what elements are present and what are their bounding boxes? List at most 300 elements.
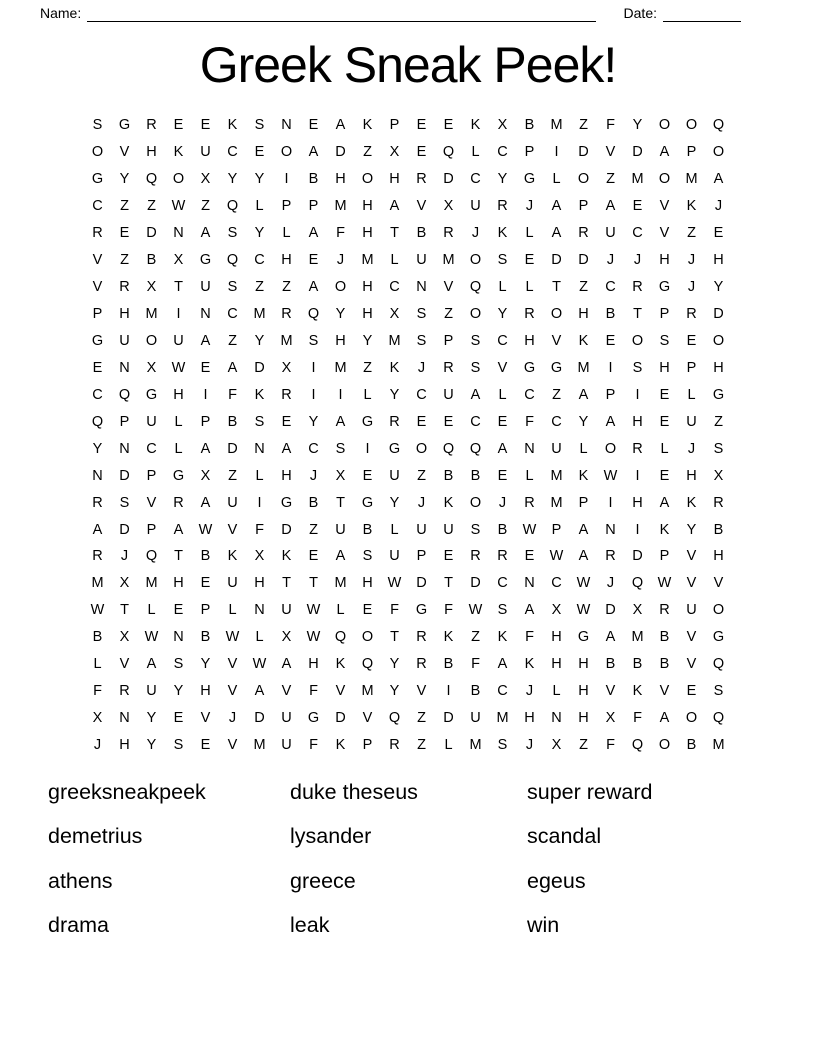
- grid-letter: J: [336, 252, 345, 269]
- grid-letter: O: [712, 602, 725, 619]
- grid-letter: P: [146, 467, 157, 484]
- grid-letter: L: [660, 440, 669, 457]
- grid-letter: J: [687, 252, 696, 269]
- grid-letter: G: [280, 494, 293, 511]
- grid-letter: A: [281, 440, 292, 457]
- grid-letter: N: [254, 602, 265, 619]
- grid-letter: R: [632, 440, 643, 457]
- grid-letter: B: [416, 225, 427, 242]
- grid-letter: M: [91, 575, 104, 592]
- grid-letter: M: [685, 171, 698, 188]
- grid-letter: S: [713, 683, 724, 700]
- grid-letter: H: [281, 252, 292, 269]
- grid-letter: B: [200, 629, 211, 646]
- grid-letter: E: [173, 602, 184, 619]
- grid-letter: T: [120, 602, 129, 619]
- grid-letter: C: [497, 332, 508, 349]
- grid-letter: S: [254, 117, 265, 134]
- grid-letter: A: [497, 656, 508, 673]
- grid-letter: S: [227, 279, 238, 296]
- grid-letter: D: [551, 252, 562, 269]
- grid-letter: J: [525, 683, 534, 700]
- grid-letter: Y: [146, 710, 157, 727]
- grid-letter: O: [658, 737, 671, 754]
- grid-letter: Y: [578, 413, 589, 430]
- grid-letter: A: [578, 386, 589, 403]
- grid-letter: V: [686, 575, 697, 592]
- grid-letter: L: [525, 467, 534, 484]
- grid-letter: P: [524, 144, 535, 161]
- grid-letter: P: [200, 413, 211, 430]
- grid-letter: E: [308, 252, 319, 269]
- grid-letter: E: [362, 467, 373, 484]
- grid-letter: D: [713, 306, 724, 323]
- grid-letter: C: [308, 440, 319, 457]
- grid-letter: A: [524, 602, 535, 619]
- word-list-item: greece: [290, 868, 356, 893]
- grid-letter: F: [309, 737, 318, 754]
- grid-letter: O: [91, 144, 104, 161]
- grid-letter: N: [605, 521, 616, 538]
- grid-letter: E: [524, 252, 535, 269]
- grid-letter: H: [686, 467, 697, 484]
- grid-letter: P: [308, 198, 319, 215]
- grid-letter: Y: [254, 332, 265, 349]
- grid-letter: A: [173, 521, 184, 538]
- grid-letter: K: [335, 656, 346, 673]
- grid-letter: K: [524, 656, 535, 673]
- grid-letter: I: [365, 440, 370, 457]
- grid-letter: G: [523, 359, 536, 376]
- grid-letter: V: [362, 710, 373, 727]
- grid-letter: B: [605, 656, 616, 673]
- grid-letter: R: [686, 306, 697, 323]
- grid-letter: H: [362, 575, 373, 592]
- grid-letter: I: [446, 683, 451, 700]
- grid-letter: D: [119, 521, 130, 538]
- grid-letter: Q: [442, 144, 455, 161]
- grid-letter: B: [227, 413, 238, 430]
- grid-letter: K: [335, 737, 346, 754]
- grid-letter: R: [416, 629, 427, 646]
- grid-letter: R: [281, 386, 292, 403]
- grid-letter: M: [361, 683, 374, 700]
- grid-letter: K: [686, 198, 697, 215]
- grid-letter: X: [497, 117, 508, 134]
- grid-letter: D: [254, 710, 265, 727]
- grid-letter: I: [608, 359, 613, 376]
- grid-letter: B: [605, 306, 616, 323]
- grid-letter: Z: [687, 225, 696, 242]
- grid-letter: U: [227, 494, 238, 511]
- grid-letter: M: [550, 494, 563, 511]
- grid-letter: B: [92, 629, 103, 646]
- grid-letter: O: [685, 710, 698, 727]
- grid-letter: W: [306, 602, 321, 619]
- grid-letter: N: [119, 359, 130, 376]
- grid-letter: Q: [712, 656, 725, 673]
- grid-letter: Y: [119, 171, 130, 188]
- grid-letter: Z: [471, 629, 480, 646]
- grid-letter: C: [227, 306, 238, 323]
- grid-letter: G: [172, 467, 185, 484]
- grid-letter: S: [659, 332, 670, 349]
- grid-letter: Y: [389, 656, 400, 673]
- grid-letter: Y: [389, 386, 400, 403]
- grid-letter: W: [225, 629, 240, 646]
- grid-letter: W: [252, 656, 267, 673]
- grid-letter: W: [603, 467, 618, 484]
- grid-letter: Z: [579, 279, 588, 296]
- grid-letter: W: [171, 359, 186, 376]
- grid-letter: U: [416, 252, 427, 269]
- grid-letter: L: [282, 225, 291, 242]
- grid-letter: F: [471, 656, 480, 673]
- grid-letter: G: [199, 252, 212, 269]
- grid-letter: H: [335, 171, 346, 188]
- grid-letter: Y: [632, 117, 643, 134]
- grid-letter: K: [632, 683, 643, 700]
- grid-letter: O: [145, 332, 158, 349]
- grid-letter: R: [524, 494, 535, 511]
- grid-letter: A: [335, 117, 346, 134]
- grid-letter: H: [173, 575, 184, 592]
- grid-letter: G: [577, 629, 590, 646]
- grid-letter: D: [254, 359, 265, 376]
- grid-letter: Y: [200, 656, 211, 673]
- grid-letter: O: [334, 279, 347, 296]
- grid-letter: V: [686, 656, 697, 673]
- grid-letter: D: [605, 602, 616, 619]
- grid-letter: X: [443, 198, 454, 215]
- grid-letter: W: [171, 198, 186, 215]
- grid-letter: U: [416, 521, 427, 538]
- grid-letter: Q: [307, 306, 320, 323]
- grid-letter: L: [174, 440, 183, 457]
- grid-letter: N: [173, 225, 184, 242]
- grid-letter: J: [309, 467, 318, 484]
- grid-letter: A: [308, 279, 319, 296]
- name-fill-line: [87, 8, 595, 22]
- grid-letter: X: [200, 171, 211, 188]
- grid-letter: H: [578, 710, 589, 727]
- grid-letter: S: [416, 306, 427, 323]
- grid-letter: K: [173, 144, 184, 161]
- grid-letter: H: [308, 656, 319, 673]
- grid-letter: D: [443, 710, 454, 727]
- grid-letter: E: [416, 413, 427, 430]
- grid-letter: U: [551, 440, 562, 457]
- grid-letter: D: [443, 171, 454, 188]
- grid-letter: J: [498, 494, 507, 511]
- grid-letter: H: [254, 575, 265, 592]
- grid-letter: S: [632, 359, 643, 376]
- grid-letter: T: [390, 629, 399, 646]
- grid-letter: P: [92, 306, 103, 323]
- grid-letter: E: [632, 198, 643, 215]
- grid-letter: S: [497, 737, 508, 754]
- grid-letter: U: [146, 413, 157, 430]
- grid-letter: E: [200, 737, 211, 754]
- grid-letter: S: [497, 602, 508, 619]
- grid-letter: M: [361, 252, 374, 269]
- grid-letter: A: [92, 521, 103, 538]
- grid-letter: O: [172, 171, 185, 188]
- grid-letter: R: [389, 413, 400, 430]
- grid-letter: O: [712, 332, 725, 349]
- grid-letter: G: [145, 386, 158, 403]
- grid-letter: M: [442, 252, 455, 269]
- grid-letter: G: [658, 279, 671, 296]
- grid-letter: O: [469, 306, 482, 323]
- grid-letter: Q: [469, 440, 482, 457]
- grid-letter: B: [470, 683, 481, 700]
- grid-letter: O: [577, 171, 590, 188]
- grid-letter: Y: [227, 171, 238, 188]
- grid-letter: E: [497, 413, 508, 430]
- grid-letter: H: [659, 359, 670, 376]
- grid-letter: V: [335, 683, 346, 700]
- grid-letter: C: [497, 575, 508, 592]
- grid-letter: S: [173, 737, 184, 754]
- grid-letter: A: [308, 144, 319, 161]
- grid-letter: A: [389, 198, 400, 215]
- grid-letter: B: [524, 117, 535, 134]
- grid-letter: Y: [497, 306, 508, 323]
- grid-letter: E: [200, 117, 211, 134]
- grid-letter: W: [144, 629, 159, 646]
- grid-letter: O: [469, 494, 482, 511]
- grid-letter: C: [254, 252, 265, 269]
- grid-letter: Z: [363, 359, 372, 376]
- grid-letter: A: [605, 413, 616, 430]
- grid-letter: E: [173, 117, 184, 134]
- grid-letter: E: [443, 413, 454, 430]
- grid-letter: H: [389, 171, 400, 188]
- grid-letter: G: [388, 440, 401, 457]
- grid-letter: C: [146, 440, 157, 457]
- grid-letter: S: [308, 332, 319, 349]
- grid-letter: F: [444, 602, 453, 619]
- grid-letter: V: [92, 252, 103, 269]
- grid-letter: H: [551, 629, 562, 646]
- grid-letter: D: [281, 521, 292, 538]
- grid-letter: H: [362, 306, 373, 323]
- grid-letter: J: [633, 252, 642, 269]
- grid-letter: C: [416, 386, 427, 403]
- grid-letter: G: [307, 710, 320, 727]
- grid-letter: Y: [362, 332, 373, 349]
- grid-letter: L: [498, 386, 507, 403]
- grid-letter: B: [686, 737, 697, 754]
- grid-letter: O: [469, 252, 482, 269]
- grid-letter: Q: [226, 252, 239, 269]
- grid-letter: H: [335, 332, 346, 349]
- grid-letter: P: [389, 117, 400, 134]
- word-list-column: [527, 771, 652, 948]
- grid-letter: Q: [631, 737, 644, 754]
- grid-letter: A: [281, 656, 292, 673]
- grid-letter: N: [119, 440, 130, 457]
- grid-letter: G: [523, 171, 536, 188]
- grid-letter: O: [550, 306, 563, 323]
- grid-letter: C: [92, 386, 103, 403]
- grid-letter: Q: [388, 710, 401, 727]
- grid-letter: S: [497, 252, 508, 269]
- grid-letter: V: [281, 683, 292, 700]
- grid-letter: X: [119, 629, 130, 646]
- grid-letter: A: [335, 548, 346, 565]
- grid-letter: U: [470, 710, 481, 727]
- grid-letter: Q: [145, 548, 158, 565]
- date-fill-line: [663, 8, 741, 22]
- grid-letter: E: [659, 413, 670, 430]
- grid-letter: R: [173, 494, 184, 511]
- grid-letter: R: [119, 279, 130, 296]
- grid-letter: P: [578, 198, 589, 215]
- grid-letter: G: [712, 629, 725, 646]
- grid-letter: K: [281, 548, 292, 565]
- grid-letter: F: [336, 225, 345, 242]
- grid-letter: F: [606, 117, 615, 134]
- grid-letter: A: [551, 225, 562, 242]
- grid-letter: E: [254, 144, 265, 161]
- word-list-item: lysander: [290, 824, 372, 849]
- grid-letter: H: [524, 332, 535, 349]
- grid-letter: E: [659, 386, 670, 403]
- grid-letter: Z: [606, 171, 615, 188]
- grid-letter: S: [119, 494, 130, 511]
- grid-letter: D: [578, 252, 589, 269]
- grid-letter: R: [416, 171, 427, 188]
- grid-letter: W: [522, 521, 537, 538]
- grid-letter: W: [576, 575, 591, 592]
- grid-letter: V: [659, 225, 670, 242]
- grid-letter: U: [686, 602, 697, 619]
- grid-letter: Z: [228, 467, 237, 484]
- grid-letter: D: [227, 440, 238, 457]
- grid-letter: P: [281, 198, 292, 215]
- grid-letter: H: [146, 144, 157, 161]
- grid-letter: V: [713, 575, 724, 592]
- grid-letter: E: [497, 467, 508, 484]
- grid-letter: Y: [497, 171, 508, 188]
- grid-letter: A: [497, 440, 508, 457]
- grid-letter: Z: [120, 198, 129, 215]
- grid-letter: L: [552, 171, 561, 188]
- grid-letter: L: [471, 144, 480, 161]
- grid-letter: E: [200, 359, 211, 376]
- grid-letter: K: [389, 359, 400, 376]
- grid-letter: C: [632, 225, 643, 242]
- grid-letter: R: [443, 225, 454, 242]
- grid-letter: T: [390, 225, 399, 242]
- grid-letter: O: [280, 144, 293, 161]
- name-label: Name:: [40, 5, 82, 21]
- grid-letter: N: [200, 306, 211, 323]
- word-list-item: egeus: [527, 868, 586, 893]
- grid-letter: O: [685, 117, 698, 134]
- grid-letter: H: [119, 306, 130, 323]
- grid-letter: M: [145, 575, 158, 592]
- grid-letter: I: [608, 494, 613, 511]
- grid-letter: P: [551, 521, 562, 538]
- grid-letter: Q: [469, 279, 482, 296]
- grid-letter: I: [311, 386, 316, 403]
- grid-letter: Z: [579, 737, 588, 754]
- grid-letter: R: [605, 548, 616, 565]
- grid-letter: D: [632, 548, 643, 565]
- grid-letter: C: [227, 144, 238, 161]
- grid-letter: A: [470, 386, 481, 403]
- grid-letter: S: [416, 332, 427, 349]
- grid-letter: N: [524, 575, 535, 592]
- grid-letter: C: [497, 144, 508, 161]
- grid-letter: G: [91, 171, 104, 188]
- grid-letter: R: [146, 117, 157, 134]
- grid-letter: B: [308, 494, 319, 511]
- grid-letter: L: [525, 279, 534, 296]
- grid-letter: H: [713, 548, 724, 565]
- grid-letter: Z: [417, 710, 426, 727]
- grid-letter: X: [551, 602, 562, 619]
- grid-letter: N: [254, 440, 265, 457]
- grid-letter: U: [281, 710, 292, 727]
- grid-letter: S: [173, 656, 184, 673]
- grid-letter: R: [119, 683, 130, 700]
- grid-letter: F: [633, 710, 642, 727]
- grid-letter: E: [308, 548, 319, 565]
- grid-letter: B: [659, 656, 670, 673]
- grid-letter: S: [470, 521, 481, 538]
- grid-letter: I: [635, 386, 640, 403]
- grid-letter: H: [362, 198, 373, 215]
- grid-letter: N: [92, 467, 103, 484]
- grid-letter: T: [336, 494, 345, 511]
- grid-letter: I: [203, 386, 208, 403]
- grid-letter: M: [280, 332, 293, 349]
- grid-letter: H: [632, 494, 643, 511]
- grid-letter: Z: [147, 198, 156, 215]
- grid-letter: P: [200, 602, 211, 619]
- grid-letter: N: [119, 710, 130, 727]
- grid-letter: Y: [335, 306, 346, 323]
- grid-letter: C: [524, 386, 535, 403]
- grid-letter: Y: [686, 521, 697, 538]
- grid-letter: G: [118, 117, 131, 134]
- grid-letter: A: [146, 656, 157, 673]
- grid-letter: W: [657, 575, 672, 592]
- grid-letter: V: [227, 737, 238, 754]
- grid-letter: S: [227, 225, 238, 242]
- grid-letter: R: [389, 737, 400, 754]
- grid-letter: N: [281, 117, 292, 134]
- grid-letter: C: [497, 683, 508, 700]
- grid-letter: M: [550, 467, 563, 484]
- grid-letter: S: [92, 117, 103, 134]
- grid-letter: E: [686, 332, 697, 349]
- grid-letter: M: [550, 117, 563, 134]
- grid-letter: V: [497, 359, 508, 376]
- grid-letter: A: [200, 332, 211, 349]
- grid-letter: B: [200, 548, 211, 565]
- grid-letter: J: [687, 279, 696, 296]
- grid-letter: J: [714, 198, 723, 215]
- grid-letter: K: [443, 494, 454, 511]
- grid-letter: H: [659, 252, 670, 269]
- grid-letter: A: [227, 359, 238, 376]
- grid-letter: R: [713, 494, 724, 511]
